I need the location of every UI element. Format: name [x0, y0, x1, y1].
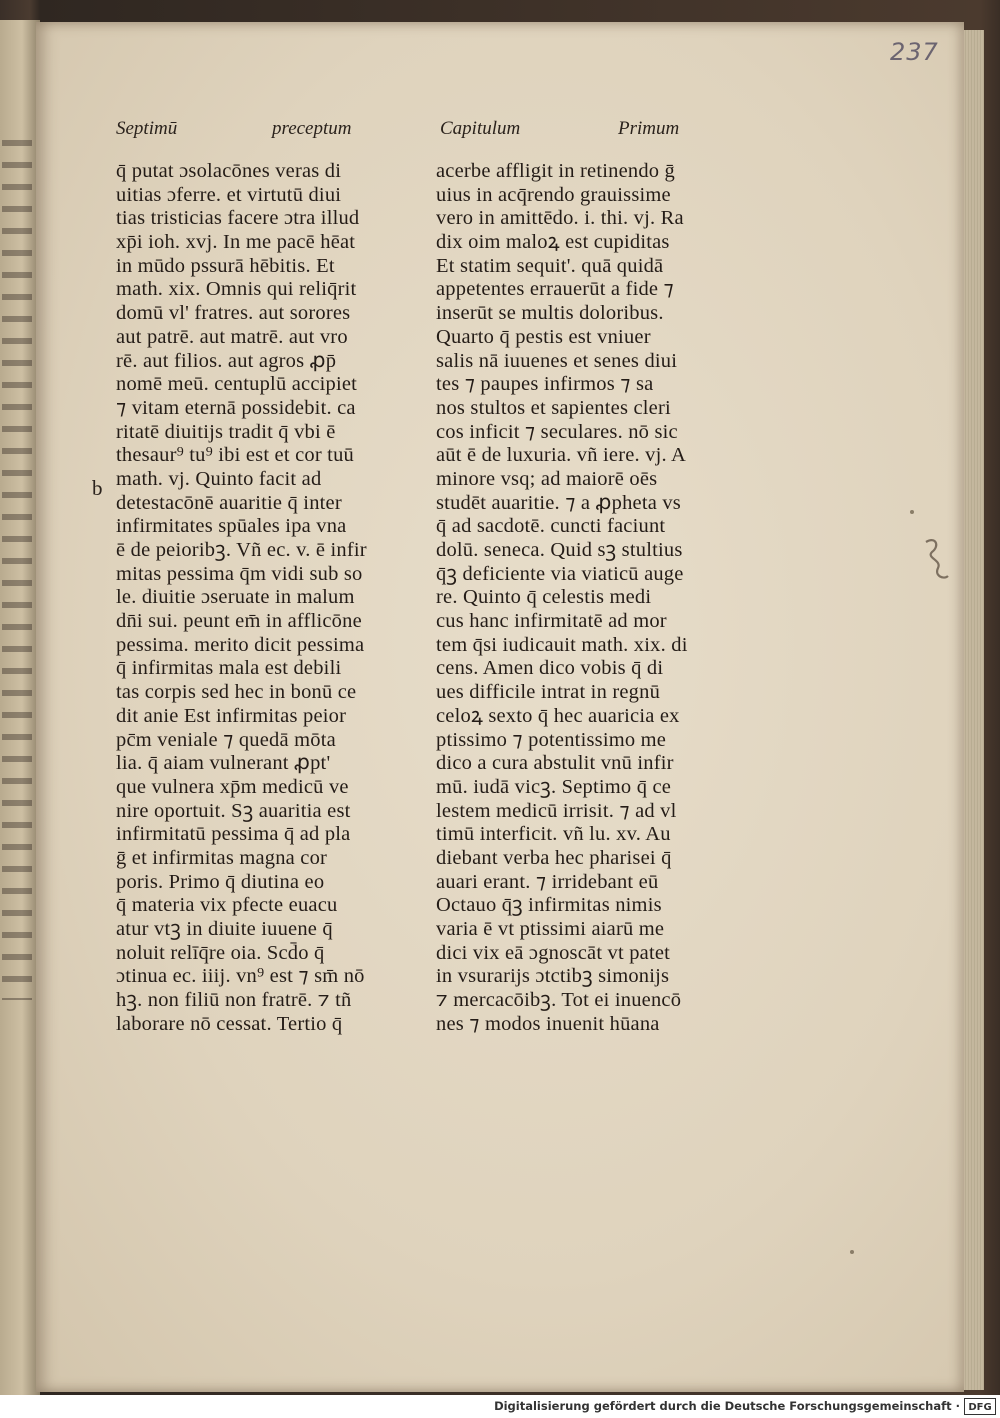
text-line: minore vsq; ad maiorē oēs: [436, 467, 658, 490]
text-line: timū interficit. vñ lu. xv. Au: [436, 823, 671, 846]
text-line: xp̄i ioh. xvj. In me pacē hēat: [116, 231, 356, 254]
text-line: q̄ putat ɔsolacōnes veras di: [116, 160, 342, 182]
text-line: q̄ ad sacdotē. cuncti faciunt: [436, 515, 666, 538]
folio-number: 237: [890, 38, 939, 66]
text-line: pessima. merito dicit pessima: [116, 633, 365, 656]
pen-mark-icon: [918, 532, 958, 588]
text-line: dn̄i sui. peunt em̄ in afflicōne: [116, 610, 362, 633]
text-line: dico a cura abstulit vnū infir: [436, 752, 674, 775]
text-line: dici vix eā ɔgnoscāt vt patet: [436, 941, 671, 964]
text-line: cus hanc infirmitatē ad mor: [436, 610, 667, 633]
text-line: tes ⁊ paupes infirmos ⁊ sa: [436, 373, 654, 396]
text-line: studēt auaritie. ⁊ a ꝓpheta vs: [436, 491, 681, 514]
text-line: cos inficit ⁊ seculares. nō sic: [436, 420, 678, 443]
text-line: inserūt se multis doloribus.: [436, 302, 664, 325]
text-line: thesaur⁹ tu⁹ ibi est et cor tuū: [116, 444, 354, 467]
text-line: ptissimo ⁊ potentissimo me: [436, 728, 667, 751]
text-line: que vulnera xp̄m medicū ve: [116, 775, 349, 798]
text-line: math. xix. Omnis qui reliq̄rit: [116, 278, 357, 301]
text-line: celoꝝ sexto q̄ hec auaricia ex: [436, 704, 680, 727]
text-line: in mūdo pssurā hēbitis. Et: [116, 254, 335, 277]
text-line: nire oportuit. Sꝫ auaritia est: [116, 799, 351, 822]
text-line: dit anie Est infirmitas peior: [116, 704, 347, 727]
marginal-letter: b: [92, 476, 103, 500]
text-line: ritatē diuitijs tradit q̄ vbi ē: [116, 420, 336, 443]
text-line: in vsurarijs ɔtctibꝫ simonijs: [436, 965, 670, 988]
text-line: nos stultos et sapientes cleri: [436, 396, 671, 419]
text-line: varia ē vt ptissimi aiarū me: [436, 918, 665, 940]
footer-bar: [0, 1395, 1000, 1418]
text-line: pc̄m veniale ⁊ quedā mōta: [116, 728, 336, 751]
text-line: lia. q̄ aiam vulnerant ꝓpt': [116, 752, 331, 775]
text-column-right: [436, 160, 721, 1036]
text-line: diebant verba hec pharisei q̄: [436, 846, 672, 869]
book-block-edge: [964, 30, 984, 1390]
text-line: re. Quinto q̄ celestis medi: [436, 586, 652, 609]
running-head-right-b: Primum: [618, 118, 680, 139]
text-line: ɔtinua ec. iiij. vn⁹ est ⁊ sm̄ nō: [116, 965, 365, 988]
text-line: nomē meū. centuplū accipiet: [116, 373, 358, 396]
text-line: uitias ɔferre. et virtutū diui: [116, 183, 342, 206]
text-line: Et statim sequit'. quā quidā: [436, 254, 664, 277]
text-line: auari erant. ⁊ irridebant eū: [436, 870, 659, 893]
text-line: salis nā iuuenes et senes diui: [436, 349, 678, 372]
running-head-left-b: preceptum: [272, 118, 352, 139]
text-line: ḡ et infirmitas magna cor: [116, 846, 328, 869]
text-line: infirmitatū pessima q̄ ad pla: [116, 823, 351, 846]
text-line: aut patrē. aut matrē. aut vro: [116, 325, 348, 348]
running-head-left-a: Septimū: [116, 118, 178, 139]
text-line: le. diuitie ɔseruate in malum: [116, 586, 355, 609]
text-line: laborare nō cessat. Tertio q̄: [116, 1012, 343, 1035]
text-line: uius in acq̄rendo grauissime: [436, 183, 671, 206]
text-line: tias tristicias facere ɔtra illud: [116, 207, 360, 230]
text-line: Octauo q̄ꝫ infirmitas nimis: [436, 894, 662, 917]
text-line: atur vtꝫ in diuite iuuene q̄: [116, 918, 333, 940]
text-line: ē de peioribꝫ. Vñ ec. v. ē infir: [116, 539, 367, 561]
text-line: tem q̄si iudicauit math. xix. di: [436, 633, 688, 656]
text-line: mitas pessima q̄m vidi sub so: [116, 562, 363, 585]
text-line: mū. iudā vicꝫ. Septimo q̄ ce: [436, 775, 672, 798]
text-line: dix oim maloꝝ est cupiditas: [436, 231, 670, 254]
text-line: domū vl' fratres. aut sorores: [116, 302, 351, 325]
text-line: q̄ materia vix pfecte euacu: [116, 894, 338, 917]
text-line: ⁊ vitam eternā possidebit. ca: [116, 396, 356, 419]
text-line: q̄ infirmitas mala est debili: [116, 657, 342, 680]
text-line: q̄ꝫ deficiente via viaticū auge: [436, 562, 684, 585]
text-line: appetentes errauerūt a fide ⁊: [436, 278, 674, 301]
text-line: acerbe affligit in retinendo ḡ: [436, 160, 675, 182]
paper-speck: [910, 510, 914, 514]
previous-page-edge: [0, 20, 40, 1395]
dfg-logo-icon: DFG: [964, 1398, 996, 1415]
text-line: hꝫ. non filiū non fratrē. ⁊ tñ: [116, 989, 352, 1012]
text-line: Quarto q̄ pestis est vniuer: [436, 325, 651, 348]
paper-speck: [850, 1250, 854, 1254]
text-line: aūt ē de luxuria. vñ iere. vj. A: [436, 444, 687, 467]
text-line: detestacōnē auaritie q̄ inter: [116, 491, 342, 514]
text-line: tas corpis sed hec in bonū ce: [116, 681, 357, 704]
text-line: poris. Primo q̄ diutina eo: [116, 870, 325, 893]
text-line: rē. aut filios. aut agros ꝓp̄: [116, 349, 337, 372]
text-line: ⁊ mercacōibꝫ. Tot ei inuencō: [436, 989, 682, 1012]
text-line: vero in amittēdo. i. thi. vj. Ra: [436, 207, 684, 230]
text-line: noluit relīq̄re oia. Scd̄o q̄: [116, 941, 325, 964]
running-head-right-a: Capitulum: [440, 118, 521, 139]
text-column-left: [116, 160, 396, 1036]
text-line: ues difficile intrat in regnū: [436, 681, 661, 704]
text-line: cens. Amen dico vobis q̄ di: [436, 657, 664, 680]
funding-credit: Digitalisierung gefördert durch die Deutsche Forschungsgemeinschaft ·: [494, 1399, 960, 1413]
text-line: infirmitates spūales ipa vna: [116, 515, 347, 538]
text-line: lestem medicū irrisit. ⁊ ad vl: [436, 799, 677, 822]
text-line: dolū. seneca. Quid sꝫ stultius: [436, 539, 683, 561]
text-line: math. vj. Quinto facit ad: [116, 467, 322, 490]
text-line: nes ⁊ modos inuenit hūana: [436, 1012, 660, 1035]
